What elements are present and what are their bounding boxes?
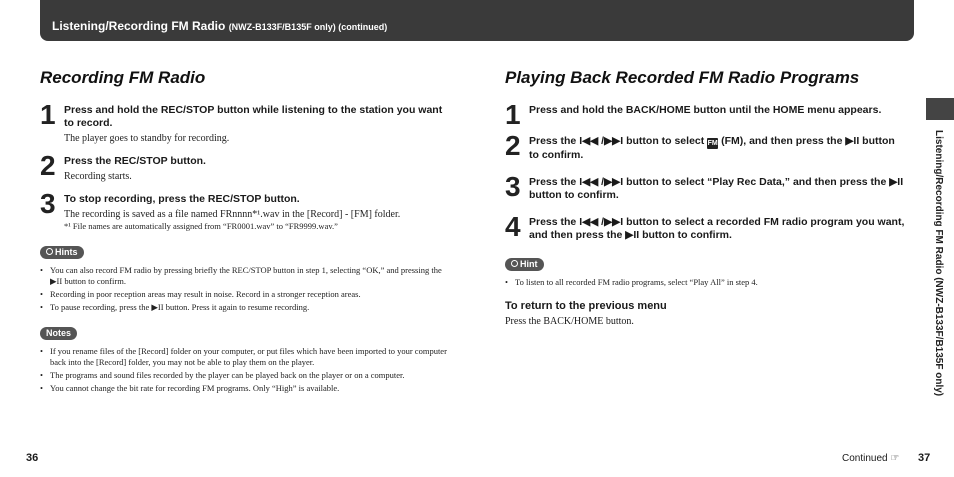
list-item: • If you rename files of the [Record] folder on your computer, or put files which have been imported to your computer back into the [Record] folder, you may not be able to play them on the player.: [40, 346, 450, 368]
step-number: 1: [40, 99, 56, 130]
list-item: • Recording in poor reception areas may result in noise. Record in a stronger reception areas.: [40, 289, 450, 300]
list-item: • You can also record FM radio by pressing briefly the REC/STOP button in step 1, selecting “OK,” and pressing the ▶II button to confirm.: [40, 265, 450, 287]
step-3: [40, 188, 450, 232]
step-title: Press the REC/STOP button.: [64, 155, 206, 167]
step-number: 3: [505, 171, 521, 202]
page-header-bar: [40, 0, 914, 41]
header-title-sub: (NWZ-B133F/B135F only) (continued): [228, 22, 388, 32]
notes-badge: Notes: [40, 327, 77, 340]
lightbulb-icon: [511, 260, 518, 267]
hint-badge: [505, 258, 544, 271]
hints-label: Hints: [55, 247, 78, 257]
step-4: [505, 211, 905, 242]
step-number: 3: [40, 188, 56, 219]
step-1: [505, 99, 905, 130]
notes-block: [40, 323, 450, 394]
step-title-part: (FM), and then press the ▶II button to confirm.: [529, 135, 895, 161]
list-item: • To listen to all recorded FM radio programs, select “Play All” in step 4.: [505, 277, 905, 288]
notes-list: [40, 346, 450, 394]
section-heading-recording: Recording FM Radio: [40, 68, 206, 87]
header-title-main: Listening/Recording FM Radio: [52, 19, 226, 33]
step-3: [505, 171, 905, 202]
return-description: Press the BACK/HOME button.: [505, 316, 634, 327]
page-number-left: 36: [26, 452, 39, 464]
list-item: • To pause recording, press the ▶II button. Press it again to resume recording.: [40, 302, 450, 313]
step-2: [40, 150, 450, 183]
step-description: Recording starts.: [64, 171, 132, 182]
step-title: To stop recording, press the REC/STOP button.: [64, 193, 300, 205]
step-title: [529, 135, 905, 162]
return-block: [505, 300, 905, 327]
section-heading-playback: Playing Back Recorded FM Radio Programs: [505, 68, 860, 87]
side-tab-marker: [926, 98, 954, 120]
footnote: *¹ File names are automatically assigned from “FR0001.wav” to “FR9999.wav.”: [64, 221, 338, 231]
step-1: [40, 99, 450, 145]
step-title: Press the I◀◀ /▶▶I button to select a recorded FM radio program you want, and then press the ▶II button to confirm.: [529, 216, 905, 241]
list-item: • You cannot change the bit rate for recording FM programs. Only “High” is available.: [40, 383, 450, 394]
header-title: [52, 19, 387, 33]
left-column: [40, 68, 450, 396]
step-title: Press and hold the BACK/HOME button until the HOME menu appears.: [529, 104, 882, 116]
step-number: 2: [505, 130, 521, 161]
step-2: [505, 130, 905, 162]
hints-list: [40, 265, 450, 313]
step-description: The player goes to standby for recording.: [64, 133, 230, 144]
step-title-part: Press the I◀◀ /▶▶I button to select: [529, 135, 705, 147]
hints-badge: [40, 246, 84, 259]
step-number: 2: [40, 150, 56, 181]
continued-label: Continued ☞: [842, 453, 900, 464]
hint-label: Hint: [520, 259, 538, 269]
step-number: 1: [505, 99, 521, 130]
step-title: Press and hold the REC/STOP button while listening to the station you want to record.: [64, 104, 443, 129]
hints-block: [40, 242, 450, 313]
step-title: Press the I◀◀ /▶▶I button to select “Play Rec Data,” and then press the ▶II button to confirm.: [529, 176, 904, 201]
right-column: [505, 68, 905, 327]
hint-block: [505, 254, 905, 288]
return-heading: To return to the previous menu: [505, 300, 667, 312]
list-item: • The programs and sound files recorded by the player can be played back on the player or on a computer.: [40, 370, 450, 381]
lightbulb-icon: [46, 248, 53, 255]
step-number: 4: [505, 211, 521, 242]
page-number-right: 37: [918, 452, 931, 464]
step-description: The recording is saved as a file named FRnnnn*¹.wav in the [Record] - [FM] folder.: [64, 209, 401, 220]
side-chapter-label: Listening/Recording FM Radio (NWZ-B133F/B135F only): [933, 130, 944, 397]
hint-list: [505, 277, 905, 288]
fm-radio-icon: FM: [707, 140, 718, 147]
